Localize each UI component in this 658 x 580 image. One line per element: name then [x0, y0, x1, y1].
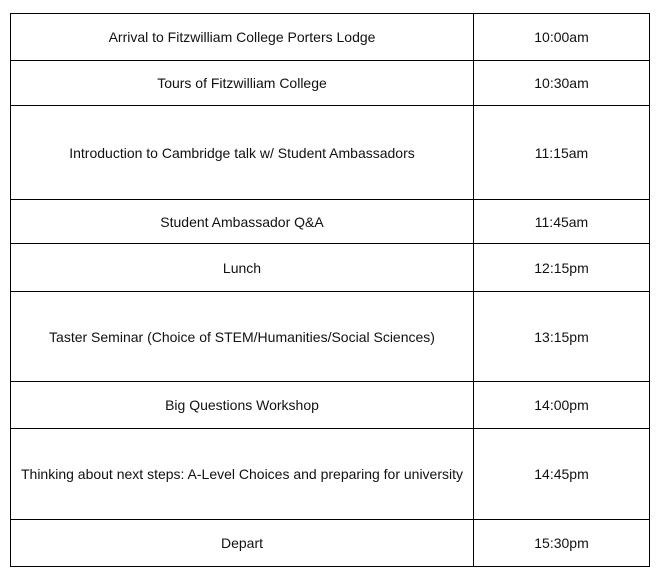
- time-cell: 15:30pm: [474, 520, 650, 567]
- activity-cell: Lunch: [11, 244, 474, 292]
- activity-cell: Arrival to Fitzwilliam College Porters Lodge: [11, 14, 474, 61]
- time-cell: 10:00am: [474, 14, 650, 61]
- table-row: [11, 429, 650, 520]
- activity-cell: Thinking about next steps: A-Level Choices and preparing for university: [11, 429, 474, 520]
- activity-cell: Taster Seminar (Choice of STEM/Humanities/Social Sciences): [11, 292, 474, 382]
- table-row: [11, 382, 650, 429]
- time-cell: 11:45am: [474, 200, 650, 244]
- time-cell: 13:15pm: [474, 292, 650, 382]
- table-row: [11, 244, 650, 292]
- table-row: [11, 292, 650, 382]
- time-cell: 14:45pm: [474, 429, 650, 520]
- table-row: [11, 61, 650, 106]
- table-row: [11, 520, 650, 567]
- time-cell: 12:15pm: [474, 244, 650, 292]
- table-row: [11, 200, 650, 244]
- schedule-table: [10, 13, 650, 567]
- activity-cell: Introduction to Cambridge talk w/ Student Ambassadors: [11, 106, 474, 200]
- time-cell: 14:00pm: [474, 382, 650, 429]
- time-cell: 11:15am: [474, 106, 650, 200]
- activity-cell: Big Questions Workshop: [11, 382, 474, 429]
- table-row: [11, 106, 650, 200]
- activity-cell: Tours of Fitzwilliam College: [11, 61, 474, 106]
- activity-cell: Student Ambassador Q&A: [11, 200, 474, 244]
- activity-cell: Depart: [11, 520, 474, 567]
- table-row: [11, 14, 650, 61]
- time-cell: 10:30am: [474, 61, 650, 106]
